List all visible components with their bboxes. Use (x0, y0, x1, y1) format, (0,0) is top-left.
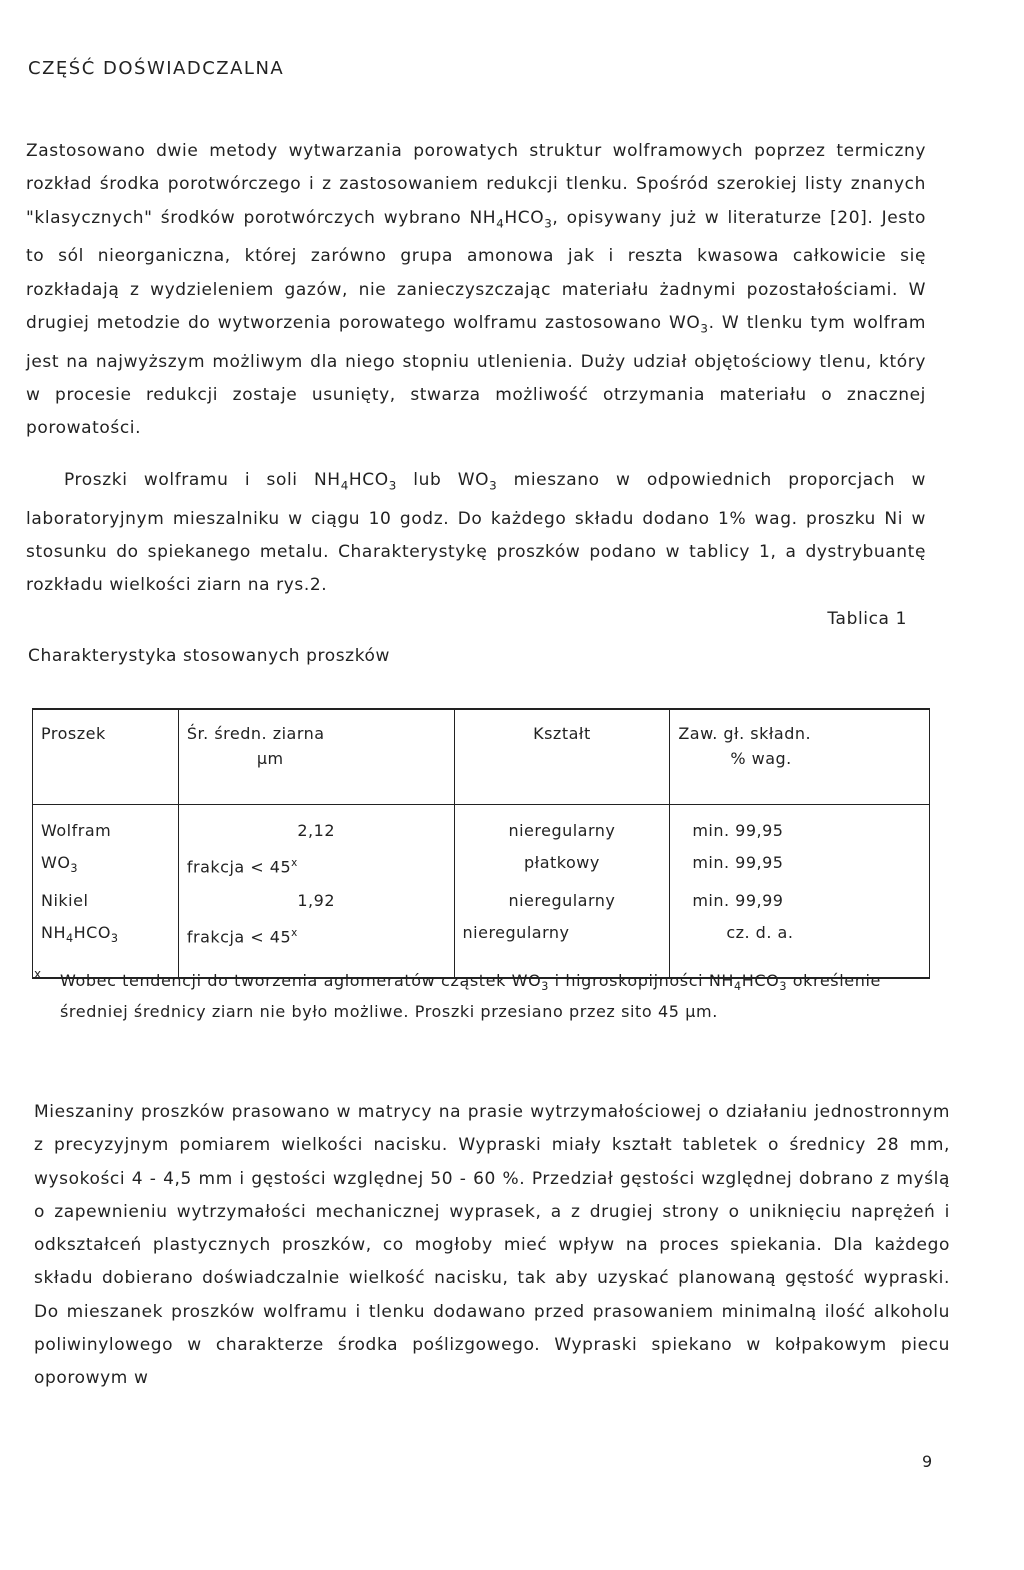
section-heading: CZĘŚĆ DOŚWIADCZALNA (28, 58, 285, 79)
footnote-ref: x (291, 857, 298, 869)
paragraph-methods (26, 135, 926, 445)
cell-text: płatkowy (524, 853, 600, 872)
cell-text: nieregularny (508, 891, 616, 911)
text-run: i higroskopijności NH (548, 971, 735, 990)
paragraph-pressing: Mieszaniny proszków prasowano w matrycy na prasie wytrzymałościowej o działaniu jednostronnym z precyzyjnym pomiarem wielkości nacisku. Wypraski miały kształt tabletek o średnicy 28 mm, wysokości 4 - 4,5 mm i gęstości względnej 50 - 60 %. Przedział gęstości względnej dobrano z myślą o zapewnieniu wytrzymałości mechanicznej wyprasek, a z drugiej strony o uniknięciu naprężeń i odkształceń plastycznych proszków, co mogłoby mieć wpływ na proces spiekania. Dla każdego składu dobierano doświadczalnie wielkość nacisku, tak aby uzyskać planowaną gęstość wypraski. Do mieszanek proszków wolframu i tlenku dodawano przed prasowaniem minimalną ilość alkoholu poliwinylowego w charakterze środka poślizgowego. Wypraski spiekano w kołpakowym piecu oporowym w (34, 1102, 950, 1389)
cell-shape (454, 885, 670, 917)
text-run: Proszki wolframu i soli NH (64, 470, 341, 490)
powder-characteristics-table (32, 708, 930, 979)
cell-shape (454, 805, 670, 848)
header-label: Proszek (41, 724, 106, 743)
cell-text: nieregularny (508, 821, 616, 840)
subscript: 4 (66, 932, 74, 946)
table-title: Charakterystyka stosowanych proszków (28, 646, 391, 666)
cell-powder (33, 847, 179, 885)
cell-content (670, 805, 930, 848)
table-row (33, 805, 930, 848)
subscript: 4 (734, 980, 742, 994)
header-label: Śr. średn. ziarna (186, 724, 325, 743)
cell-text: NH (41, 923, 66, 943)
text-run: określenie średniej średnicy ziarn nie było możliwe. Proszki przesiano przez sito 45 µm. (60, 971, 881, 1022)
text-run: HCO (348, 470, 389, 490)
text-run: HCO (741, 971, 780, 990)
subscript: 4 (340, 478, 349, 493)
header-shape (454, 709, 670, 805)
subscript: 3 (541, 980, 549, 994)
cell-text: WO (41, 853, 71, 872)
table-footnote (34, 968, 930, 1024)
header-label: Kształt (533, 724, 591, 743)
header-powder (33, 709, 179, 805)
table-number: Tablica 1 (827, 609, 907, 629)
subscript: 3 (544, 215, 553, 230)
cell-grain (178, 885, 454, 917)
header-label: Zaw. gł. składn. (678, 724, 812, 743)
cell-text: nieregularny (462, 923, 570, 943)
cell-text: Nikiel (41, 891, 89, 911)
cell-text: Wolfram (41, 821, 112, 840)
cell-text: cz. d. a. (726, 923, 794, 943)
subscript: 3 (110, 932, 119, 946)
cell-text: min. 99,99 (692, 891, 784, 911)
cell-text: frakcja < 45 (186, 857, 292, 877)
cell-text: frakcja < 45 (186, 927, 292, 947)
footnote-mark: x (34, 967, 42, 981)
table-header-row (33, 709, 930, 805)
header-unit: % wag. (730, 749, 792, 768)
text-run: , opisywany już w literaturze [20]. Jesto to sól nieorganiczna, której zarówno grupa amonowa jak i reszta kwasowa całkowicie się rozkładają z wydzieleniem gazów, nie zanieczyszczając materiału żadnymi pozostałościami. W drugiej metodzie do wytworzenia porowatego wolframu zastosowano WO (26, 207, 926, 333)
footnote-ref: x (291, 927, 298, 940)
cell-powder (33, 805, 179, 848)
cell-grain (178, 805, 454, 848)
subscript: 4 (496, 215, 505, 230)
table-row (33, 885, 930, 917)
subscript: 3 (70, 862, 79, 876)
cell-grain (178, 847, 454, 885)
header-grain-size (178, 709, 454, 805)
footnote-text (34, 968, 930, 1024)
table-row (33, 847, 930, 885)
cell-content (670, 847, 930, 885)
cell-powder (33, 885, 179, 917)
text-run: HCO (504, 207, 545, 228)
header-content (670, 709, 930, 805)
cell-shape (454, 847, 670, 885)
cell-text: min. 99,95 (692, 853, 784, 872)
paragraph-powders (26, 464, 926, 603)
subscript: 3 (489, 478, 498, 493)
cell-text: HCO (73, 923, 111, 943)
header-unit: µm (256, 749, 284, 768)
cell-text: 1,92 (297, 891, 335, 911)
text-run: Wobec tendencji do tworzenia aglomeratów cząstek WO (60, 971, 542, 990)
cell-text: min. 99,95 (692, 821, 784, 840)
text-run: . W tlenku tym wolfram jest na najwyższym możliwym dla niego stopniu utlenienia. Duży udział objętościowy tlenu, który w procesie redukcji zostaje usunięty, stwarza możliwość otrzymania materiału o znacznej porowatości. (26, 312, 927, 439)
subscript: 3 (779, 980, 788, 994)
text-run: Zastosowano dwie metody wytwarzania porowatych struktur wolframowych poprzez termiczny rozkład środka porotwórczego i z zastosowaniem redukcji tlenku. Spośród szerokiej listy znanych "klasycznych" środków porotwórczych wybrano NH (26, 141, 926, 228)
text-run: mieszano w odpowiednich proporcjach w laboratoryjnym mieszalniku w ciągu 10 godz. Do każdego składu dodano 1% wag. proszku Ni w stosunku do spiekanego metalu. Charakterystykę proszków podano w tablicy 1, a dystrybuantę rozkładu wielkości ziarn na rys.2. (26, 470, 926, 596)
subscript: 3 (700, 321, 709, 336)
cell-text: 2,12 (297, 821, 335, 840)
subscript: 3 (388, 478, 397, 493)
cell-content (670, 885, 930, 917)
page-number: 9 (922, 1452, 933, 1471)
text-run: lub WO (396, 470, 490, 490)
